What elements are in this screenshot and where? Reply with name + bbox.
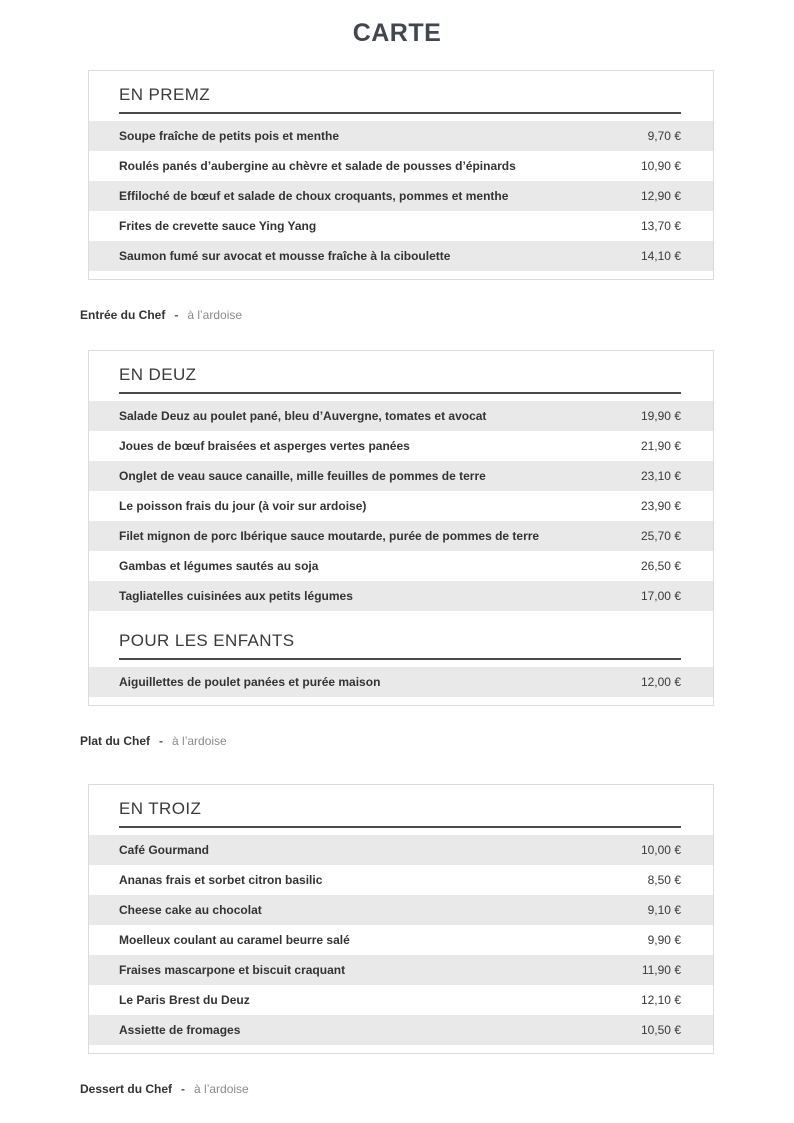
footnote-label: Entrée du Chef (80, 308, 166, 322)
section-heading-text: EN PREMZ (119, 85, 211, 104)
menu-item-row (89, 241, 713, 271)
footnote-entree-du-chef (80, 308, 794, 322)
menu-item-row (89, 401, 713, 431)
menu-item-row (89, 667, 713, 697)
item-price: 23,10 € (640, 469, 681, 483)
menu-group-pour-les-enfants (89, 611, 713, 697)
menu-group-en-troiz (89, 785, 713, 1045)
menu-item-row (89, 895, 713, 925)
item-name: Le poisson frais du jour (à voir sur ardoise) (119, 499, 367, 513)
menu-item-list (89, 121, 713, 271)
menu-item-row (89, 581, 713, 611)
menu-item-row (89, 461, 713, 491)
item-price: 12,00 € (640, 675, 681, 689)
item-price: 10,90 € (640, 159, 681, 173)
footnote-note: à l’ardoise (194, 1082, 249, 1096)
item-price: 23,90 € (640, 499, 681, 513)
item-price: 14,10 € (640, 249, 681, 263)
item-price: 19,90 € (640, 409, 681, 423)
menu-item-row (89, 551, 713, 581)
item-name: Saumon fumé sur avocat et mousse fraîche à la ciboulette (119, 249, 451, 263)
item-name: Aiguillettes de poulet panées et purée maison (119, 675, 381, 689)
footnote-dessert-du-chef (80, 1082, 794, 1096)
menu-item-row (89, 181, 713, 211)
menu-item-list (89, 835, 713, 1045)
item-price: 9,90 € (647, 933, 681, 947)
item-price: 12,90 € (640, 189, 681, 203)
footnote-label: Plat du Chef (80, 734, 151, 748)
item-name: Joues de bœuf braisées et asperges vertes panées (119, 439, 410, 453)
menu-item-row (89, 521, 713, 551)
menu-item-row (89, 151, 713, 181)
item-price: 13,70 € (640, 219, 681, 233)
menu-item-list (89, 667, 713, 697)
menu-card-starters (88, 70, 714, 280)
item-name: Tagliatelles cuisinées aux petits légumes (119, 589, 353, 603)
item-price: 17,00 € (640, 589, 681, 603)
footnote-plat-du-chef (80, 734, 794, 748)
section-heading-text: POUR LES ENFANTS (119, 631, 295, 650)
item-price: 11,90 € (641, 963, 681, 977)
menu-item-row (89, 491, 713, 521)
item-name: Le Paris Brest du Deuz (119, 993, 250, 1007)
section-heading-en-deuz (119, 351, 681, 394)
menu-item-row (89, 121, 713, 151)
item-name: Gambas et légumes sautés au soja (119, 559, 319, 573)
footnote-separator: - (159, 734, 164, 748)
item-price: 12,10 € (640, 993, 681, 1007)
section-heading-en-premz (119, 71, 681, 114)
item-price: 9,70 € (647, 129, 681, 143)
section-heading-text: EN TROIZ (119, 799, 202, 818)
item-price: 25,70 € (640, 529, 681, 543)
section-heading-pour-les-enfants (119, 611, 681, 660)
item-price: 21,90 € (640, 439, 681, 453)
menu-item-row (89, 985, 713, 1015)
item-name: Ananas frais et sorbet citron basilic (119, 873, 323, 887)
footnote-separator: - (174, 308, 179, 322)
item-price: 10,50 € (640, 1023, 681, 1037)
footnote-note: à l’ardoise (187, 308, 243, 322)
item-name: Cheese cake au chocolat (119, 903, 262, 917)
item-name: Roulés panés d’aubergine au chèvre et salade de pousses d’épinards (119, 159, 516, 173)
footnote-label: Dessert du Chef (80, 1082, 173, 1096)
menu-group-en-deuz (89, 351, 713, 611)
menu-item-row (89, 1015, 713, 1045)
item-name: Salade Deuz au poulet pané, bleu d’Auvergne, tomates et avocat (119, 409, 487, 423)
section-heading-en-troiz (119, 785, 681, 828)
item-price: 26,50 € (640, 559, 681, 573)
item-name: Soupe fraîche de petits pois et menthe (119, 129, 340, 143)
page-title: CARTE (352, 19, 442, 47)
item-name: Café Gourmand (119, 843, 210, 857)
menu-group-en-premz (89, 71, 713, 271)
item-name: Filet mignon de porc Ibérique sauce moutarde, purée de pommes de terre (119, 529, 540, 543)
item-name: Assiette de fromages (119, 1023, 241, 1037)
item-price: 8,50 € (647, 873, 681, 887)
item-price: 9,10 € (647, 903, 681, 917)
item-name: Frites de crevette sauce Ying Yang (119, 219, 317, 233)
menu-item-row (89, 835, 713, 865)
menu-card-mains (88, 350, 714, 706)
menu-item-row (89, 431, 713, 461)
menu-item-row (89, 925, 713, 955)
menu-item-list (89, 401, 713, 611)
menu-card-desserts (88, 784, 714, 1054)
footnote-note: à l’ardoise (172, 734, 227, 748)
menu-item-row (89, 211, 713, 241)
item-price: 10,00 € (640, 843, 681, 857)
item-name: Onglet de veau sauce canaille, mille feuilles de pommes de terre (119, 469, 486, 483)
footnote-separator: - (181, 1082, 186, 1096)
item-name: Fraises mascarpone et biscuit craquant (119, 963, 346, 977)
item-name: Effiloché de bœuf et salade de choux croquants, pommes et menthe (119, 189, 509, 203)
menu-item-row (89, 955, 713, 985)
section-heading-text: EN DEUZ (119, 365, 197, 384)
menu-item-row (89, 865, 713, 895)
item-name: Moelleux coulant au caramel beurre salé (119, 933, 350, 947)
